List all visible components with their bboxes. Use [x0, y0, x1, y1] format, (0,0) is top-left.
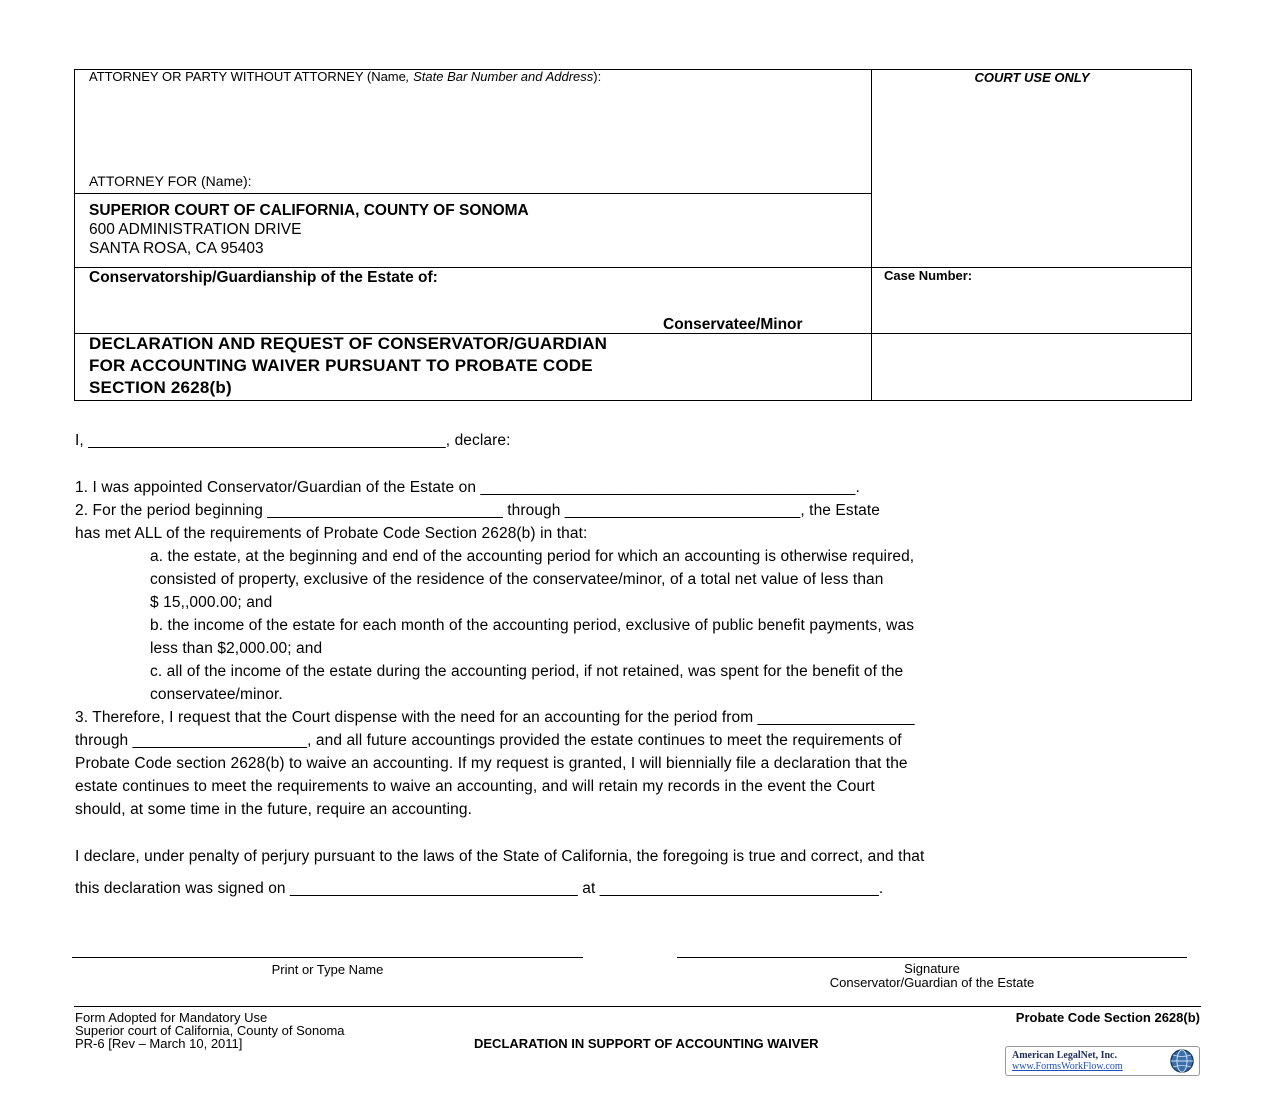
signed-on-line: this declaration was signed on _________________________________ at ________________________________.	[75, 880, 884, 897]
court-name: SUPERIOR COURT OF CALIFORNIA, COUNTY OF SONOMA	[89, 202, 529, 219]
signature-line[interactable]	[677, 957, 1187, 958]
case-number-label: Case Number:	[884, 268, 973, 283]
perjury-statement: I declare, under penalty of perjury pursuant to the laws of the State of California, the foregoing is true and correct, and that	[75, 848, 925, 865]
globe-icon	[1169, 1048, 1195, 1074]
paragraph-3: 3. Therefore, I request that the Court dispense with the need for an accounting for the period from __________________ through ____________________, and all future accountings provided the estate continues to meet the requirements of Probate Code section 2628(b) to waive an accounting. If my request is granted, I will biennially file a declaration that the estate continues to meet the requirements to waive an accounting, and will retain my records in the event the Court should, at some time in the future, require an accounting.	[75, 709, 915, 818]
print-name-label: Print or Type Name	[271, 962, 384, 977]
estate-of-label: Conservatorship/Guardianship of the Estate of:	[89, 269, 438, 286]
logo-company: American LegalNet, Inc.	[1012, 1050, 1117, 1061]
court-city: SANTA ROSA, CA 95403	[89, 240, 264, 257]
requirement-a: a. the estate, at the beginning and end of the accounting period for which an accounting is otherwise required, consisted of property, exclusive of the residence of the conservatee/minor, of a total net value of less than $ 15,,000.00; and	[150, 548, 915, 611]
print-name-line[interactable]	[72, 957, 583, 958]
attorney-label: ATTORNEY OR PARTY WITHOUT ATTORNEY (Name, State Bar Number and Address):	[89, 69, 602, 84]
paragraph-2: 2. For the period beginning ___________________________ through ___________________________, the Estate has met ALL of the requirements of Probate Code Section 2628(b) in that:	[75, 502, 880, 542]
attorney-for-label: ATTORNEY FOR (Name):	[89, 173, 252, 189]
logo-url[interactable]: www.FormsWorkFlow.com	[1012, 1061, 1123, 1072]
footer-adoption: Form Adopted for Mandatory Use Superior court of California, County of Sonoma PR-6 [Rev – March 10, 2011]	[75, 1010, 345, 1051]
court-street: 600 ADMINISTRATION DRIVE	[89, 221, 302, 238]
footer-form-title: DECLARATION IN SUPPORT OF ACCOUNTING WAIVER	[474, 1036, 819, 1051]
requirement-b: b. the income of the estate for each month of the accounting period, exclusive of public benefit payments, was less than $2,000.00; and	[150, 617, 915, 657]
paragraph-1: 1. I was appointed Conservator/Guardian of the Estate on ___________________________________________.	[75, 479, 860, 496]
court-use-only-label: COURT USE ONLY	[974, 70, 1090, 85]
conservatee-label: Conservatee/Minor	[663, 316, 803, 333]
requirement-c: c. all of the income of the estate during the accounting period, if not retained, was spent for the benefit of the conservatee/minor.	[150, 663, 904, 703]
declarant-line: I, _________________________________________, declare:	[75, 432, 511, 449]
americanlegalnet-logo	[1005, 1046, 1200, 1076]
signature-label: Signature Conservator/Guardian of the Estate	[829, 961, 1035, 990]
footer-divider	[74, 1006, 1201, 1007]
footer-code-section: Probate Code Section 2628(b)	[1015, 1010, 1200, 1025]
form-title: DECLARATION AND REQUEST OF CONSERVATOR/GUARDIAN FOR ACCOUNTING WAIVER PURSUANT TO PROBATE CODE SECTION 2628(b)	[89, 334, 608, 397]
